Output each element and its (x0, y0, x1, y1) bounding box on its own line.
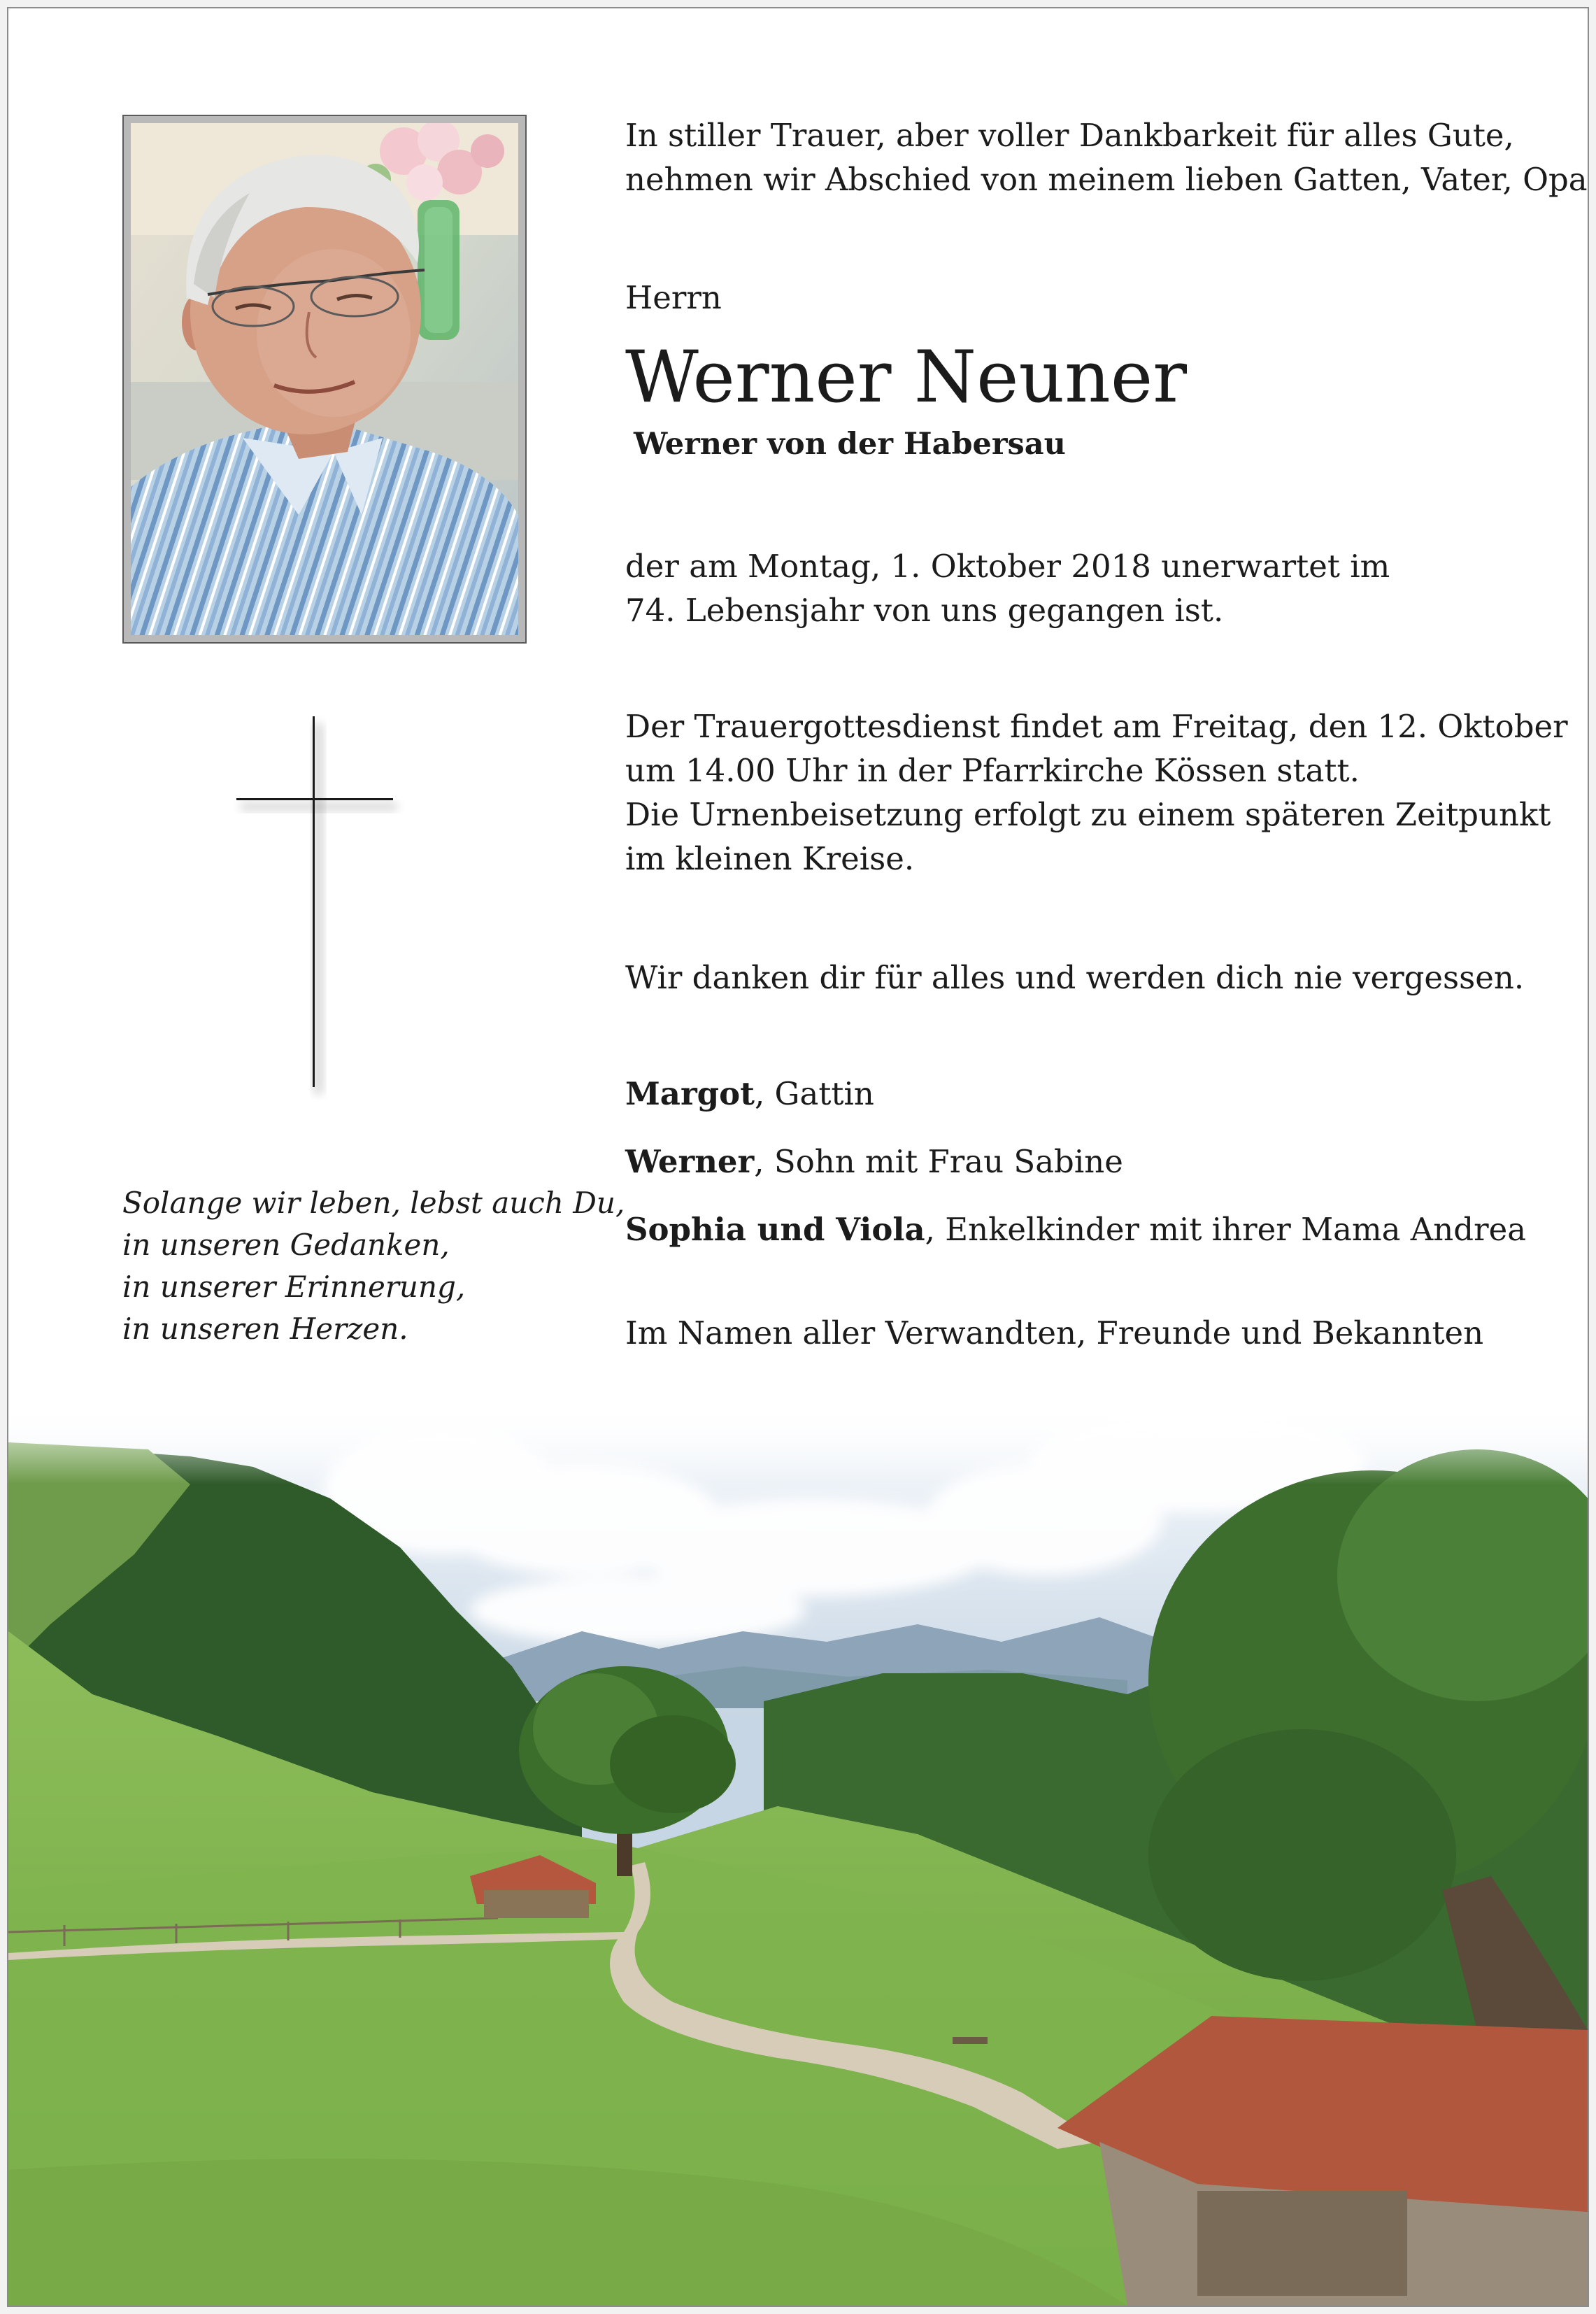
mourner-name: Werner (625, 1143, 755, 1180)
service-line: im kleinen Kreise. (625, 840, 915, 877)
service-line: Die Urnenbeisetzung erfolgt zu einem späteren Zeitpunkt (625, 796, 1551, 833)
service-line: Der Trauergottesdienst findet am Freitag, den 12. Oktober (625, 708, 1568, 745)
poem-line: in unseren Herzen. (122, 1312, 408, 1346)
death-notice-text (625, 544, 1548, 632)
service-line: um 14.00 Uhr in der Pfarrkirche Kössen statt. (625, 752, 1360, 789)
poem-line: in unseren Gedanken, (122, 1228, 450, 1262)
portrait-image (131, 123, 518, 635)
thanks-text: Wir danken dir für alles und werden dich nie vergessen. (625, 959, 1525, 996)
portrait-photo (122, 115, 527, 644)
mourner-entry (625, 1140, 1123, 1184)
alpine-meadow-photo (8, 1400, 1588, 2306)
mourner-name: Margot (625, 1075, 755, 1112)
landscape-image (8, 1400, 1588, 2306)
death-line: der am Montag, 1. Oktober 2018 unerwartet im (625, 548, 1390, 585)
mourner-entry (625, 1207, 1526, 1251)
intro-line: In stiller Trauer, aber voller Dankbarkeit für alles Gute, (625, 117, 1514, 154)
mourner-relation: , Gattin (754, 1075, 874, 1112)
mourner-relation: , Enkelkinder mit ihrer Mama Andrea (925, 1211, 1527, 1248)
poem-line: in unserer Erinnerung, (122, 1270, 466, 1304)
deceased-nickname: Werner von der Habersau (634, 427, 1066, 462)
honorific: Herrn (625, 279, 722, 316)
service-info (625, 704, 1568, 881)
death-notice-page (7, 7, 1589, 2307)
death-line: 74. Lebensjahr von uns gegangen ist. (625, 592, 1224, 629)
deceased-name: Werner Neuner (625, 336, 1188, 419)
intro-text (625, 113, 1588, 201)
closing-text: Im Namen aller Verwandten, Freunde und Bekannten (625, 1314, 1484, 1351)
mourner-name: Sophia und Viola (625, 1211, 925, 1248)
mourner-entry (625, 1072, 874, 1116)
cross-icon (229, 708, 425, 1100)
poem-line: Solange wir leben, lebst auch Du, (122, 1186, 625, 1220)
intro-line: nehmen wir Abschied von meinem lieben Gatten, Vater, Opa (625, 161, 1588, 198)
memorial-poem (122, 1182, 625, 1350)
mourner-relation: , Sohn mit Frau Sabine (754, 1143, 1123, 1180)
